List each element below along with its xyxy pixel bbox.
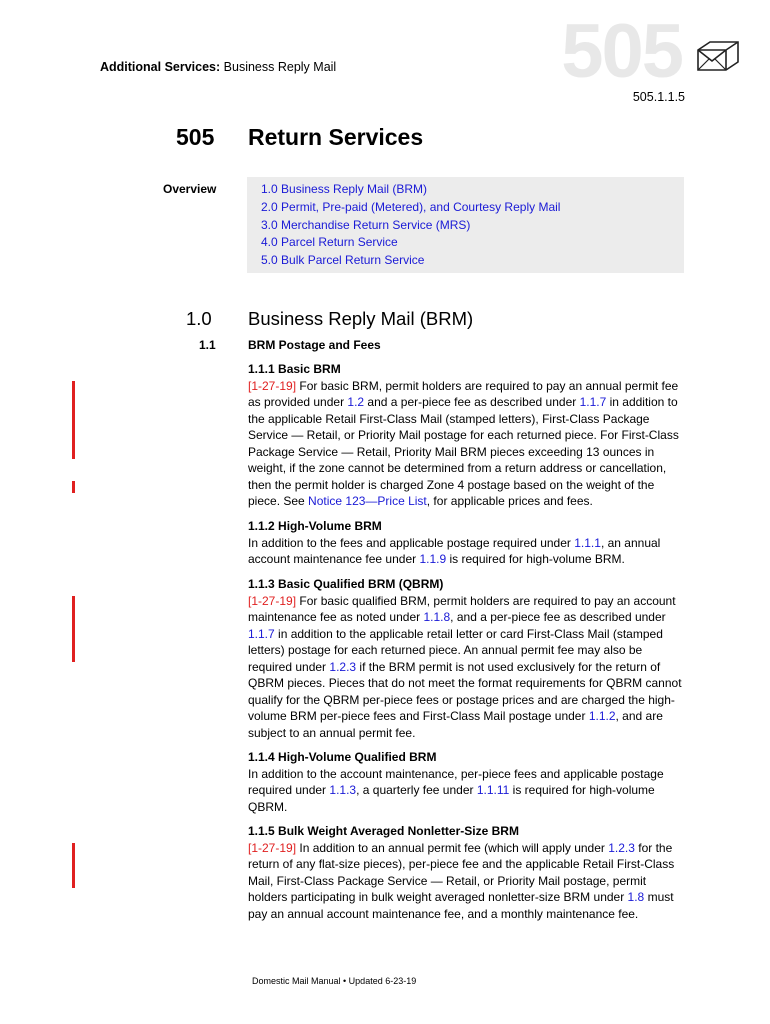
page-footer: Domestic Mail Manual • Updated 6-23-19 xyxy=(252,976,417,986)
revision-tag: [1-27-19] xyxy=(248,840,297,855)
body-text: For basic BRM, permit holders are required to pay an annual permit fee as provided under xyxy=(248,378,679,409)
notice-123-link[interactable]: Notice 123—Price List xyxy=(308,494,427,508)
cross-ref-link[interactable]: 1.2.3 xyxy=(608,840,635,855)
overview-label: Overview xyxy=(163,182,217,196)
subsection-title: BRM Postage and Fees xyxy=(248,338,381,352)
header-label-bold: Additional Services: xyxy=(100,60,221,74)
subsection-1-1-5 xyxy=(248,823,684,922)
chapter-number: 505 xyxy=(176,124,215,150)
body-text: , an annual account maintenance fee under xyxy=(248,535,661,566)
toc-link-5[interactable]: 5.0 Bulk Parcel Return Service xyxy=(261,253,425,268)
cross-ref-link[interactable]: 1.1.7 xyxy=(248,626,275,641)
cross-ref-link[interactable]: 1.1.2 xyxy=(588,709,616,723)
body-text: In addition to the account maintenance, per-piece fees and applicable postage required under xyxy=(248,766,664,797)
cross-ref-link[interactable]: 1.1.1 xyxy=(574,535,601,550)
body-text: is required for high-volume QBRM. xyxy=(248,783,655,814)
subsection-1-1-3 xyxy=(248,576,684,741)
cross-ref-link[interactable]: 1.1.9 xyxy=(419,552,447,566)
subsection-body xyxy=(248,378,684,510)
body-text: in addition to the applicable Retail First-Class Mail (stamped letters), First-Class Package Service — Retail, or Priority Mail postage for each returned piece. For First-Class Package Service — Retail, Priority Mail BRM pieces exceeding 13 ounces in weight, if the zone cannot be determined from a return address or cancellation, then the permit holder is charged Zone 4 postage based on the weight of the piece. See xyxy=(248,395,679,508)
section-reference: 505.1.1.5 xyxy=(632,90,685,104)
cross-ref-link[interactable]: 1.1.3 xyxy=(329,783,357,797)
subsection-heading: 1.1.5 Bulk Weight Averaged Nonletter-Size BRM xyxy=(248,824,519,838)
subsection-1-1-4 xyxy=(248,749,684,815)
body-text: for the return of any flat-size pieces), per-piece fee and the applicable Retail First-Class Mail, First-Class Package Service — Retail, or Priority Mail postage, permit holders participating in bulk weight averaged nonletter-size BRM under xyxy=(248,840,675,904)
subsection-body xyxy=(248,840,684,923)
cross-ref-link[interactable]: 1.8 xyxy=(627,890,645,904)
body-text: For basic qualified BRM, permit holders are required to pay an account maintenance fee as noted under xyxy=(248,593,676,624)
body-text: In addition to the fees and applicable postage required under xyxy=(248,535,575,550)
cross-ref-link[interactable]: 1.1.7 xyxy=(579,395,607,409)
subsection-heading: 1.1.3 Basic Qualified BRM (QBRM) xyxy=(248,577,444,591)
revision-bar xyxy=(72,381,75,459)
body-text: if the BRM permit is not used exclusively for the return of QBRM pieces. Pieces that do not meet the format requirements for QBRM cannot qualify for the QBRM per-piece fees or postage prices and are charged the high-volume BRM per-piece fees and First-Class Mail postage under xyxy=(248,659,682,723)
overview-toc xyxy=(247,177,684,273)
header-label-rest: Business Reply Mail xyxy=(220,60,337,74)
revision-bar xyxy=(72,843,75,888)
subsection-number: 1.1 xyxy=(199,338,216,352)
cross-ref-link[interactable]: 1.1.8 xyxy=(423,610,451,624)
envelope-box-icon xyxy=(696,38,740,74)
toc-link-1[interactable]: 1.0 Business Reply Mail (BRM) xyxy=(261,182,428,196)
section-title: Business Reply Mail (BRM) xyxy=(248,308,474,329)
cross-ref-link[interactable]: 1.2.3 xyxy=(329,659,357,674)
subsection-body xyxy=(248,766,684,816)
section-number: 1.0 xyxy=(186,308,212,329)
toc-link-4[interactable]: 4.0 Parcel Return Service xyxy=(261,235,398,250)
subsection-heading: 1.1.2 High-Volume BRM xyxy=(248,519,382,533)
body-text: , a quarterly fee under xyxy=(356,783,477,797)
body-text: in addition to the applicable retail letter or card First-Class Mail (stamped letters) postage for each returned piece. An annual permit fee may also be required under xyxy=(248,626,663,674)
chapter-watermark: 505 xyxy=(561,9,682,94)
cross-ref-link[interactable]: 1.2 xyxy=(347,395,365,409)
revision-bar xyxy=(72,596,75,662)
subsection-1-1-1 xyxy=(248,361,684,510)
body-text: is required for high-volume BRM. xyxy=(446,552,625,566)
body-text: and a per-piece fee as described under xyxy=(364,395,580,409)
toc-link-2[interactable]: 2.0 Permit, Pre-paid (Metered), and Courtesy Reply Mail xyxy=(261,199,561,214)
revision-bar xyxy=(72,481,75,493)
body-text: must pay an annual account maintenance fee, and a monthly maintenance fee. xyxy=(248,890,674,921)
subsection-body xyxy=(248,593,684,742)
toc-link-3[interactable]: 3.0 Merchandise Return Service (MRS) xyxy=(261,217,471,232)
subsection-heading: 1.1.4 High-Volume Qualified BRM xyxy=(248,750,437,764)
running-header xyxy=(100,60,336,74)
cross-ref-link[interactable]: 1.1.11 xyxy=(476,783,510,797)
body-text: In addition to an annual permit fee (which will apply under xyxy=(296,840,609,855)
revision-tag: [1-27-19] xyxy=(248,593,297,608)
chapter-title: Return Services xyxy=(248,124,424,150)
body-text: , for applicable prices and fees. xyxy=(426,494,593,508)
subsection-body xyxy=(248,535,684,568)
body-text: , and are subject to an annual permit fee. xyxy=(248,709,663,740)
body-text: , and a per-piece fee as described under xyxy=(450,610,666,624)
revision-tag: [1-27-19] xyxy=(248,378,297,393)
subsection-heading: 1.1.1 Basic BRM xyxy=(248,362,341,376)
subsection-1-1-2 xyxy=(248,518,684,568)
